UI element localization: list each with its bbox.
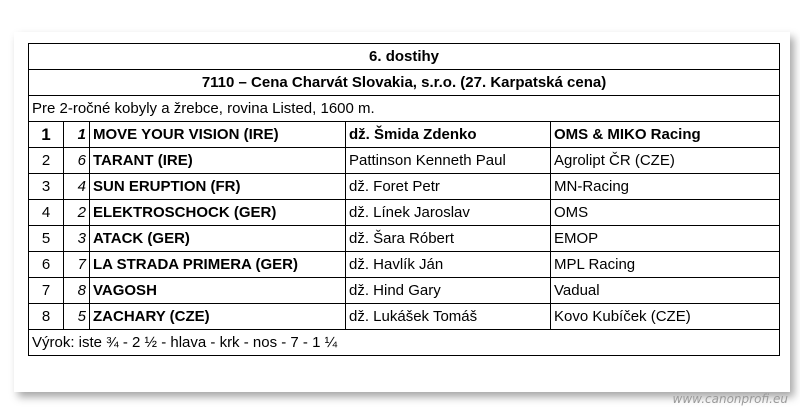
result-row — [29, 174, 780, 200]
finish-position: 7 — [29, 278, 64, 304]
race-conditions: Pre 2-ročné kobyly a žrebce, rovina Listed, 1600 m. — [29, 96, 780, 122]
owner-name: MPL Racing — [551, 252, 780, 278]
jockey-name: dž. Šmida Zdenko — [346, 122, 551, 148]
race-name-row — [29, 70, 780, 96]
owner-name: OMS & MIKO Racing — [551, 122, 780, 148]
start-number: 3 — [64, 226, 90, 252]
start-number: 4 — [64, 174, 90, 200]
race-title-row — [29, 44, 780, 70]
jockey-name: Pattinson Kenneth Paul — [346, 148, 551, 174]
finish-position: 3 — [29, 174, 64, 200]
finish-position: 6 — [29, 252, 64, 278]
horse-name: ATACK (GER) — [90, 226, 346, 252]
results-sheet — [14, 32, 790, 392]
owner-name: EMOP — [551, 226, 780, 252]
start-number: 1 — [64, 122, 90, 148]
owner-name: OMS — [551, 200, 780, 226]
finish-position: 8 — [29, 304, 64, 330]
finish-position: 4 — [29, 200, 64, 226]
finish-position: 1 — [29, 122, 64, 148]
result-row — [29, 226, 780, 252]
race-name: 7110 – Cena Charvát Slovakia, s.r.o. (27. Karpatská cena) — [29, 70, 780, 96]
finish-position: 2 — [29, 148, 64, 174]
horse-name: TARANT (IRE) — [90, 148, 346, 174]
result-row — [29, 252, 780, 278]
horse-name: SUN ERUPTION (FR) — [90, 174, 346, 200]
result-row — [29, 122, 780, 148]
jockey-name: dž. Hind Gary — [346, 278, 551, 304]
jockey-name: dž. Šara Róbert — [346, 226, 551, 252]
race-verdict: Výrok: iste ¾ - 2 ½ - hlava - krk - nos - 7 - 1 ¼ — [29, 330, 780, 356]
horse-name: MOVE YOUR VISION (IRE) — [90, 122, 346, 148]
owner-name: Agrolipt ČR (CZE) — [551, 148, 780, 174]
result-row — [29, 304, 780, 330]
start-number: 5 — [64, 304, 90, 330]
owner-name: MN-Racing — [551, 174, 780, 200]
horse-name: ELEKTROSCHOCK (GER) — [90, 200, 346, 226]
horse-name: ZACHARY (CZE) — [90, 304, 346, 330]
race-results-table — [28, 43, 780, 356]
start-number: 6 — [64, 148, 90, 174]
watermark: www.canonprofi.eu — [672, 392, 788, 406]
owner-name: Kovo Kubíček (CZE) — [551, 304, 780, 330]
result-row — [29, 200, 780, 226]
start-number: 2 — [64, 200, 90, 226]
start-number: 7 — [64, 252, 90, 278]
jockey-name: dž. Havlík Ján — [346, 252, 551, 278]
jockey-name: dž. Línek Jaroslav — [346, 200, 551, 226]
horse-name: VAGOSH — [90, 278, 346, 304]
start-number: 8 — [64, 278, 90, 304]
jockey-name: dž. Foret Petr — [346, 174, 551, 200]
race-conditions-row — [29, 96, 780, 122]
verdict-row — [29, 330, 780, 356]
result-row — [29, 278, 780, 304]
finish-position: 5 — [29, 226, 64, 252]
jockey-name: dž. Lukášek Tomáš — [346, 304, 551, 330]
result-row — [29, 148, 780, 174]
horse-name: LA STRADA PRIMERA (GER) — [90, 252, 346, 278]
owner-name: Vadual — [551, 278, 780, 304]
race-title: 6. dostihy — [29, 44, 780, 70]
